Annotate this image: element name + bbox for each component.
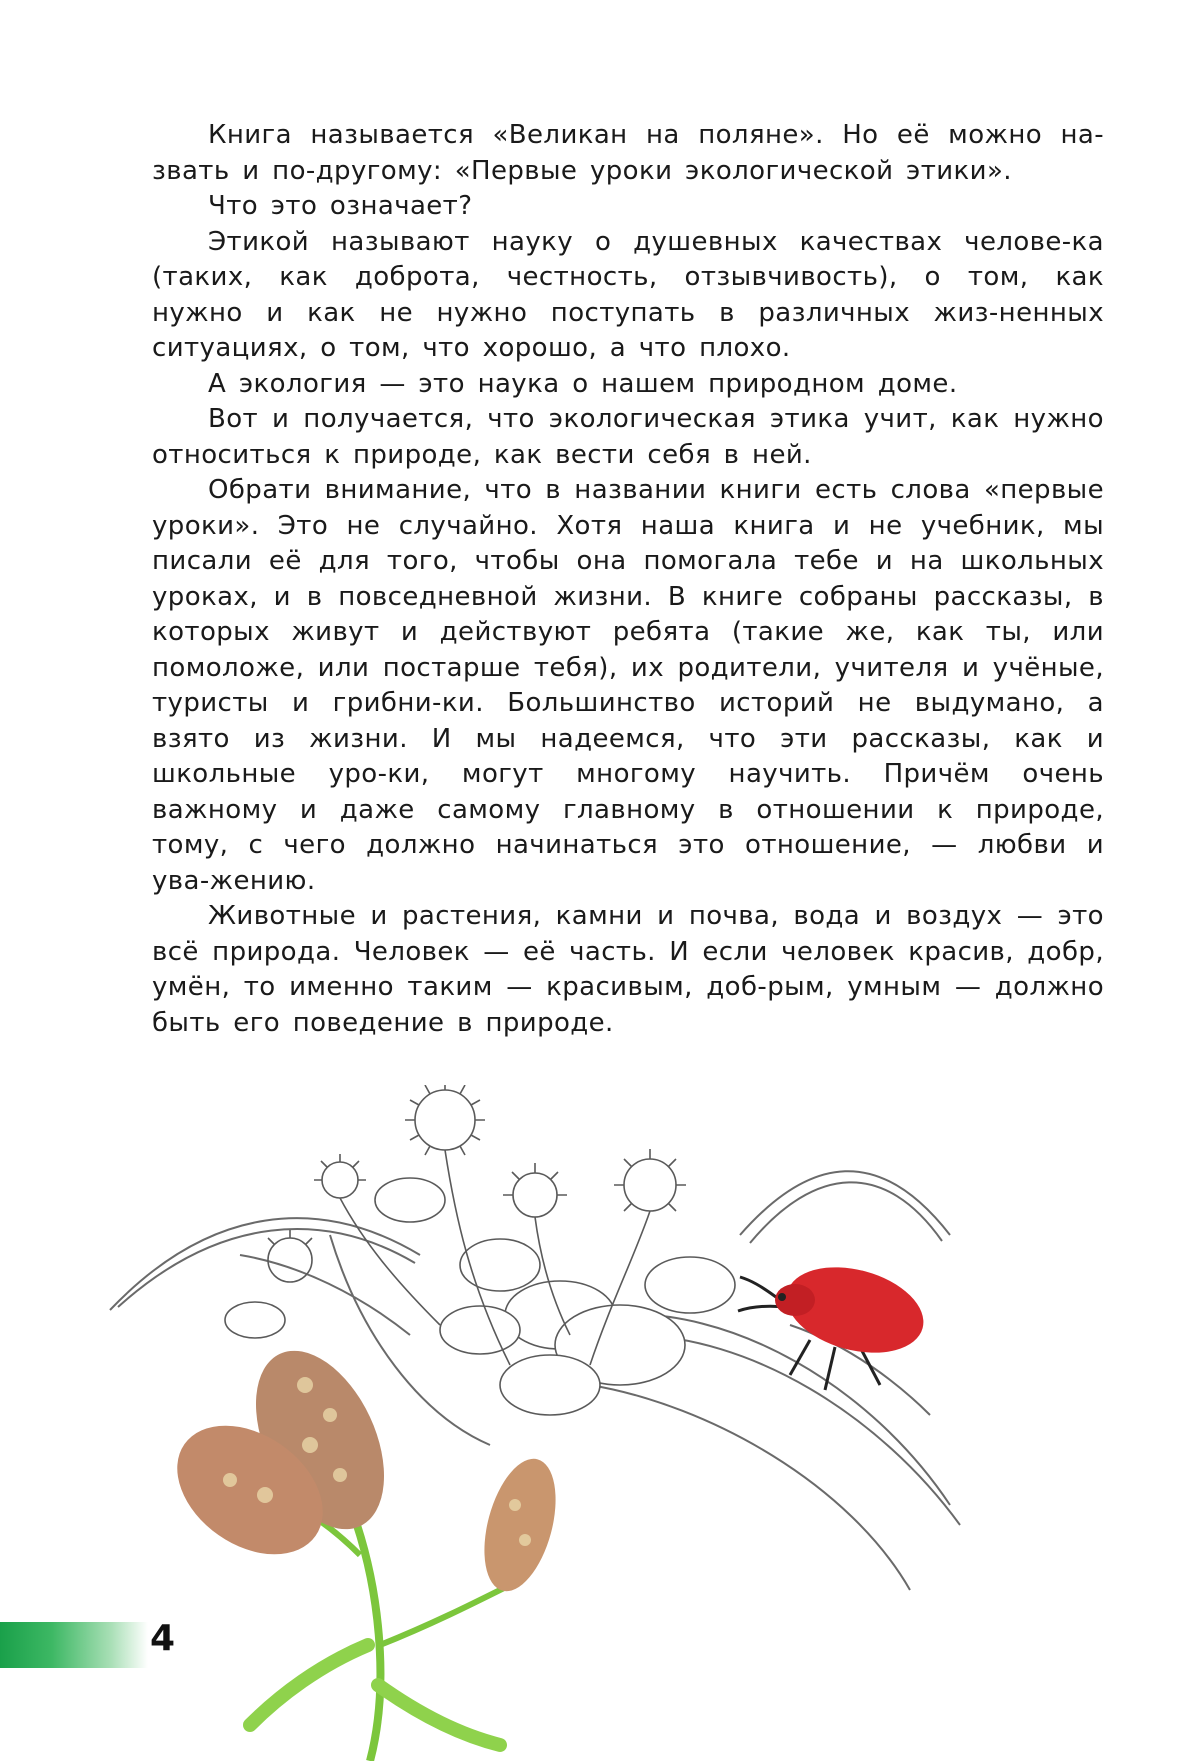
meadow-illustration (90, 1085, 1090, 1761)
paragraph-6: Обрати внимание, что в названии книги есть слова «первые уроки». Это не случайно. Хотя наша книга и не учебник, мы писали её для того, чтобы она помогала тебе и на школьных уроках, и в повседневной жизни. В книге собраны рассказы, в которых живут и действуют ребята (такие же, как ты, или помоложе, или постарше тебя), их родители, учителя и учёные, туристы и грибни-ки. Большинство историй не выдумано, а взято из жизни. И мы надеемся, что эти рассказы, как и школьные уро-ки, могут многому научить. Причём очень важному и даже самому главному в отношении к природе, тому, с чего должно начинаться это отношение, — любви и ува-жению. (152, 475, 1104, 896)
paragraph-5: Вот и получается, что экологическая этика учит, как нужно относиться к природе, как вести себя в ней. (152, 404, 1104, 470)
page-number-bar (0, 1622, 148, 1668)
paragraph-1: Книга называется «Великан на поляне». Но её можно на- звать и по-другому: «Первые уроки экологической этики». (152, 120, 1104, 186)
paragraph-7: Животные и растения, камни и почва, вода и воздух — это всё природа. Человек — её часть. И если человек красив, добр, умён, то именно таким — красивым, доб-рым, умным — должно быть его поведение в природе. (152, 901, 1104, 1038)
page-number: 4 (150, 1618, 176, 1659)
paragraph-2: Что это означает? (208, 191, 473, 221)
red-beetle (738, 1253, 933, 1390)
paragraph-4: А экология — это наука о нашем природном доме. (208, 368, 958, 399)
body-text (152, 118, 1104, 1041)
paragraph-3: Этикой называют науку о душевных качествах челове-ка (таких, как доброта, честность, отзывчивость), о том, как нужно и как не нужно поступать в различных жиз-ненных ситуациях, о том, что хорошо, а что плохо. (152, 226, 1104, 363)
